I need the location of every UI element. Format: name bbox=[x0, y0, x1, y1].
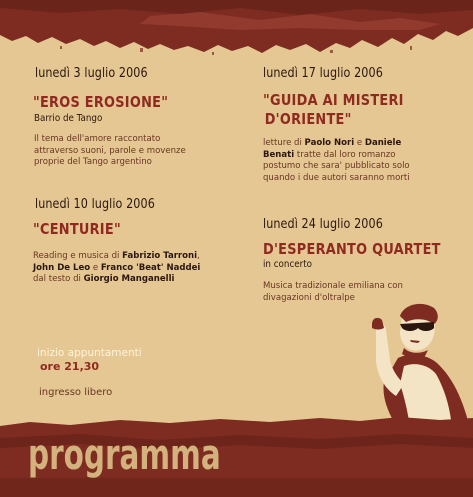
description-text: Musica tradizionale emiliana con bbox=[263, 280, 403, 291]
description-text: proprie del Tango argentino bbox=[34, 156, 152, 167]
event-subtitle: in concerto bbox=[263, 259, 312, 270]
event-title-line: "CENTURIE" bbox=[33, 220, 121, 238]
description-text: e bbox=[354, 137, 365, 148]
description-name: Paolo Nori bbox=[304, 137, 355, 148]
description-name: Giorgio Manganelli bbox=[83, 273, 175, 284]
description-line bbox=[263, 280, 455, 292]
event-date: lunedì 17 luglio 2006 bbox=[263, 65, 383, 81]
event-description bbox=[34, 133, 186, 168]
event-4 bbox=[263, 216, 470, 303]
event-date: lunedì 24 luglio 2006 bbox=[263, 216, 383, 232]
event-title-line: D'ESPERANTO QUARTET bbox=[263, 240, 441, 258]
description-text: Reading e musica di bbox=[33, 250, 123, 261]
event-title bbox=[263, 240, 441, 259]
event-date: lunedì 10 luglio 2006 bbox=[35, 196, 155, 212]
event-title bbox=[33, 93, 174, 112]
description-line bbox=[33, 250, 200, 262]
description-text: attraverso suoni, parole e movenze bbox=[34, 144, 186, 156]
event-title-line: "GUIDA AI MISTERI bbox=[263, 91, 404, 109]
description-line bbox=[33, 262, 200, 274]
event-title-line: "EROS EROSIONE" bbox=[33, 93, 169, 111]
description-text: quando i due autori saranno morti bbox=[263, 171, 410, 183]
description-name: John De Leo bbox=[33, 261, 91, 273]
description-text: postumo che sara' pubblicato solo bbox=[263, 160, 410, 171]
description-name: Benati bbox=[263, 148, 295, 160]
description-line bbox=[263, 160, 415, 172]
event-title bbox=[33, 220, 188, 239]
description-text: tratte dal loro romanzo bbox=[294, 148, 396, 160]
event-description bbox=[33, 250, 200, 285]
description-line bbox=[263, 137, 415, 149]
description-line bbox=[34, 156, 186, 168]
event-title-line: D'ORIENTE" bbox=[264, 110, 352, 128]
event-3 bbox=[33, 196, 213, 285]
event-1 bbox=[33, 65, 197, 168]
event-date: lunedì 3 luglio 2006 bbox=[35, 65, 148, 81]
start-label: inizio appuntamenti bbox=[37, 347, 142, 359]
event-title bbox=[263, 91, 404, 129]
description-line bbox=[33, 273, 200, 285]
description-text: divagazioni d'oltralpe bbox=[263, 291, 355, 303]
description-text: letture di bbox=[263, 137, 305, 148]
description-text: , bbox=[197, 250, 200, 261]
description-line bbox=[34, 145, 186, 157]
start-time: ore 21,30 bbox=[40, 360, 100, 373]
description-text: dal testo di bbox=[33, 273, 84, 284]
description-text: Il tema dell'amore raccontato bbox=[34, 133, 161, 144]
description-line bbox=[263, 149, 415, 161]
description-line bbox=[34, 133, 186, 145]
description-line bbox=[263, 172, 415, 184]
entry-info: ingresso libero bbox=[39, 387, 113, 398]
event-subtitle: Barrio de Tango bbox=[34, 113, 103, 124]
description-text: e bbox=[90, 261, 101, 273]
top-band bbox=[0, 0, 473, 62]
event-2 bbox=[263, 65, 427, 183]
programma-title: programma bbox=[28, 430, 221, 479]
description-name: Daniele bbox=[364, 137, 402, 148]
description-name: Franco 'Beat' Naddei bbox=[100, 261, 201, 273]
description-name: Fabrizio Tarroni bbox=[122, 250, 198, 261]
event-description bbox=[263, 137, 415, 183]
